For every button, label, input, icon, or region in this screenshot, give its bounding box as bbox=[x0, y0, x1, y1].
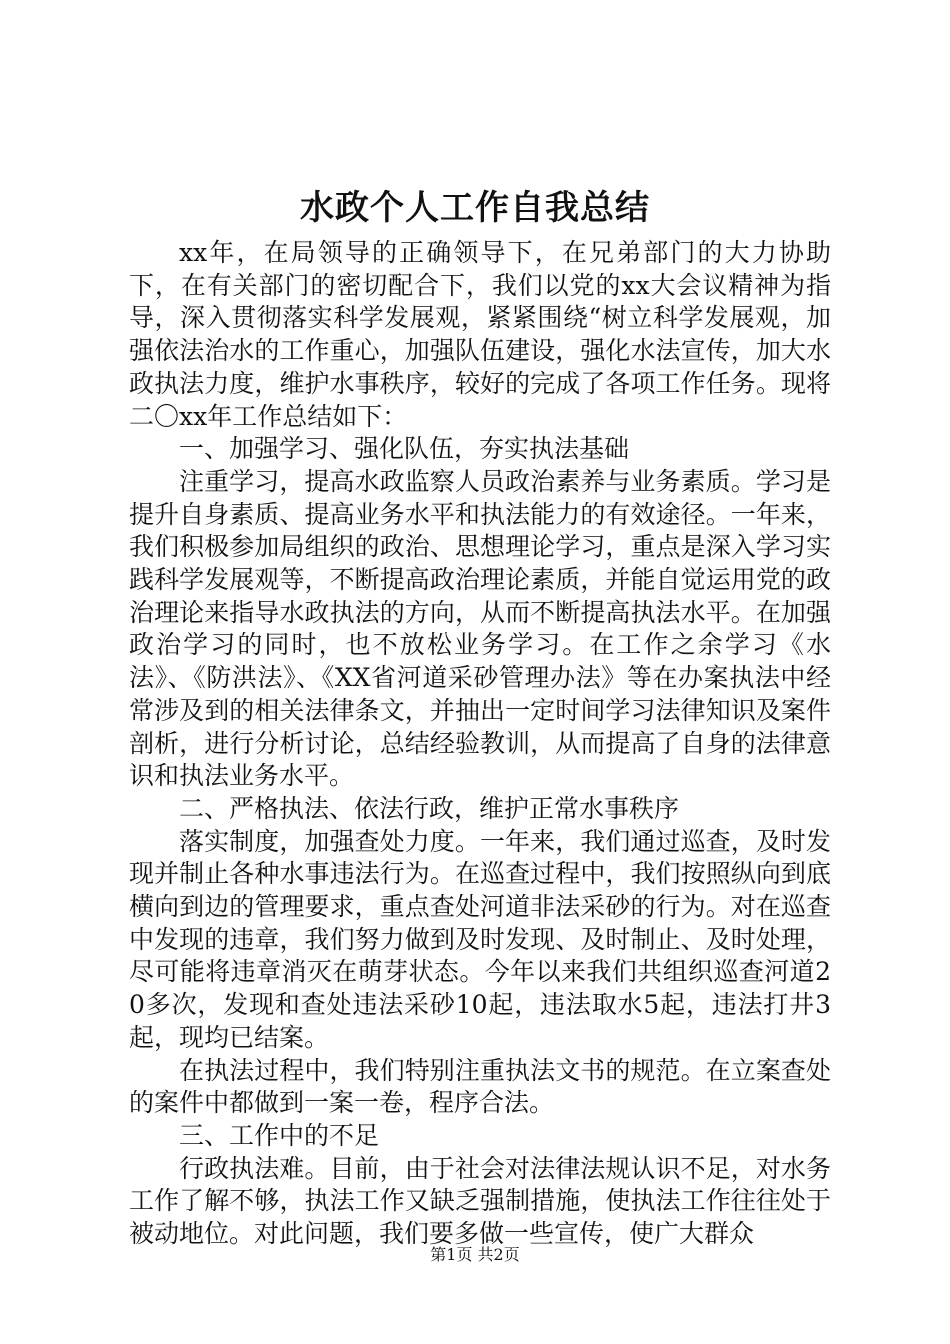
paragraph-intro: xx年，在局领导的正确领导下，在兄弟部门的大力协助下，在有关部门的密切配合下，我们以党的xx大会议精神为指导，深入贯彻落实科学发展观，紧紧围绕“树立科学发展观，加强依法治水的工作重心，加强队伍建设，强化水法宣传，加大水政执法力度，维护水事秩序，较好的完成了各项工作任务。现将二〇xx年工作总结如下： bbox=[129, 238, 831, 431]
paragraph-study: 注重学习，提高水政监察人员政治素养与业务素质。学习是提升自身素质、提高业务水平和执法能力的有效途径。一年来，我们积极参加局组织的政治、思想理论学习，重点是深入学习实践科学发展观等，不断提高政治理论素质，并能自觉运用党的政治理论来指导水政执法的方向，从而不断提高执法水平。在加强政治学习的同时，也不放松业务学习。在工作之余学习《水法》、《防洪法》、《XX省河道采砂管理办法》等在办案执法中经常涉及到的相关法律条文，并抽出一定时间学习法律知识及案件剖析，进行分析讨论，总结经验教训，从而提高了自身的法律意识和执法业务水平。 bbox=[129, 466, 831, 791]
document-body bbox=[129, 237, 831, 1251]
section-heading-2: 二、严格执法、依法行政，维护正常水事秩序 bbox=[179, 793, 680, 823]
document-title: 水政个人工作自我总结 bbox=[300, 188, 650, 228]
page-number: 第1页 共2页 bbox=[430, 1245, 520, 1264]
paragraph-documents: 在执法过程中，我们特别注重执法文书的规范。在立案查处的案件中都做到一案一卷，程序合法。 bbox=[129, 1055, 831, 1118]
paragraph-enforcement: 落实制度，加强查处力度。一年来，我们通过巡查，及时发现并制止各种水事违法行为。在巡查过程中，我们按照纵向到底横向到边的管理要求，重点查处河道非法采砂的行为。对在巡查中发现的违章，我们努力做到及时发现、及时制止、及时处理，尽可能将违章消灭在萌芽状态。今年以来我们共组织巡查河道20多次，发现和查处违法采砂10起，违法取水5起，违法打井3起，现均已结案。 bbox=[129, 826, 831, 1052]
section-heading-1: 一、加强学习、强化队伍，夯实执法基础 bbox=[179, 434, 630, 464]
section-heading-3: 三、工作中的不足 bbox=[179, 1120, 380, 1150]
paragraph-shortcomings: 行政执法难。目前，由于社会对法律法规认识不足，对水务工作了解不够，执法工作又缺乏强制措施，使执法工作往往处于被动地位。对此问题，我们要多做一些宣传，使广大群众 bbox=[129, 1153, 831, 1249]
